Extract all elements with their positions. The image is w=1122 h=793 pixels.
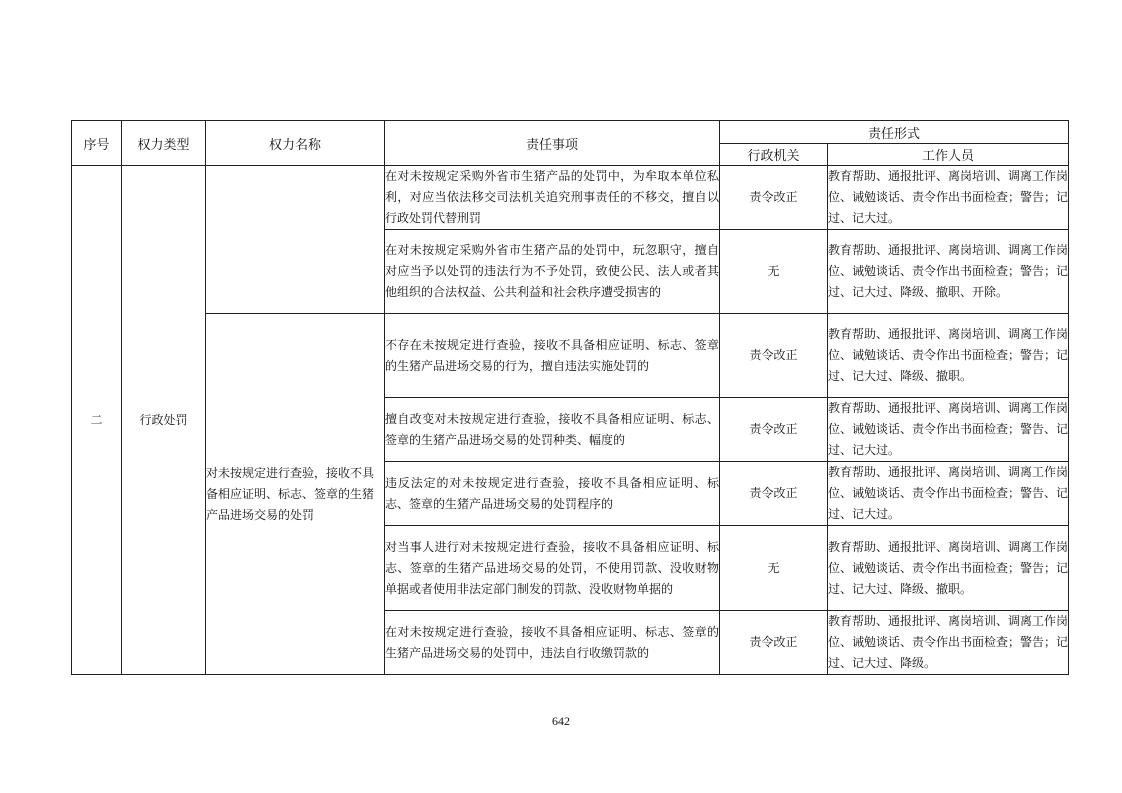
table-row	[72, 166, 1069, 230]
staff-cell: 教育帮助、通报批评、离岗培训、调离工作岗位、诫勉谈话、责令作出书面检查；警告；记过、记大过、降级、撤职。	[828, 314, 1069, 398]
org-cell: 责令改正	[720, 314, 828, 398]
staff-cell: 教育帮助、通报批评、离岗培训、调离工作岗位、诫勉谈话、责令作出书面检查；警告；记过、记大过、降级、撤职、开除。	[828, 230, 1069, 314]
org-cell: 无	[720, 526, 828, 611]
org-cell: 无	[720, 230, 828, 314]
duty-cell: 违反法定的对未按规定进行查验，接收不具备相应证明、标志、签章的生猪产品进场交易的处罚程序的	[385, 462, 720, 526]
duty-cell: 在对未按规定采购外省市生猪产品的处罚中，为牟取本单位私利，对应当依法移交司法机关追究刑事责任的不移交，擅自以行政处罚代替刑罚	[385, 166, 720, 230]
group-name-empty	[206, 166, 385, 314]
group-no: 二	[72, 166, 122, 675]
header-name: 权力名称	[206, 121, 385, 166]
duty-cell: 在对未按规定采购外省市生猪产品的处罚中，玩忽职守，擅自对应当予以处罚的违法行为不予处罚，致使公民、法人或者其他组织的合法权益、公共利益和社会秩序遭受损害的	[385, 230, 720, 314]
group-type: 行政处罚	[122, 166, 206, 675]
page-number: 642	[552, 714, 570, 728]
org-cell: 责令改正	[720, 398, 828, 462]
responsibility-table	[71, 120, 1069, 675]
org-cell: 责令改正	[720, 462, 828, 526]
staff-cell: 教育帮助、通报批评、离岗培训、调离工作岗位、诫勉谈话、责令作出书面检查；警告；记过、记大过、降级。	[828, 611, 1069, 675]
table-row	[72, 314, 1069, 398]
header-no: 序号	[72, 121, 122, 166]
header-type: 权力类型	[122, 121, 206, 166]
staff-cell: 教育帮助、通报批评、离岗培训、调离工作岗位、诫勉谈话、责令作出书面检查；警告；记过、记大过。	[828, 166, 1069, 230]
header-form: 责任形式	[720, 121, 1069, 144]
staff-cell: 教育帮助、通报批评、离岗培训、调离工作岗位、诫勉谈话、责令作出书面检查；警告；记过、记大过、降级、撤职。	[828, 526, 1069, 611]
duty-cell: 不存在未按规定进行查验，接收不具备相应证明、标志、签章的生猪产品进场交易的行为，擅自违法实施处罚的	[385, 314, 720, 398]
org-cell: 责令改正	[720, 611, 828, 675]
header-staff: 工作人员	[828, 144, 1069, 166]
group-name: 对未按规定进行查验，接收不具备相应证明、标志、签章的生猪产品进场交易的处罚	[206, 314, 385, 675]
header-org: 行政机关	[720, 144, 828, 166]
header-duty: 责任事项	[385, 121, 720, 166]
duty-cell: 在对未按规定进行查验，接收不具备相应证明、标志、签章的生猪产品进场交易的处罚中，违法自行收缴罚款的	[385, 611, 720, 675]
duty-cell: 擅自改变对未按规定进行查验，接收不具备相应证明、标志、签章的生猪产品进场交易的处罚种类、幅度的	[385, 398, 720, 462]
staff-cell: 教育帮助、通报批评、离岗培训、调离工作岗位、诫勉谈话、责令作出书面检查；警告、记过、记大过。	[828, 398, 1069, 462]
staff-cell: 教育帮助、通报批评、离岗培训、调离工作岗位、诫勉谈话、责令作出书面检查；警告、记过、记大过。	[828, 462, 1069, 526]
org-cell: 责令改正	[720, 166, 828, 230]
duty-cell: 对当事人进行对未按规定进行查验，接收不具备相应证明、标志、签章的生猪产品进场交易的处罚，不使用罚款、没收财物单据或者使用非法定部门制发的罚款、没收财物单据的	[385, 526, 720, 611]
